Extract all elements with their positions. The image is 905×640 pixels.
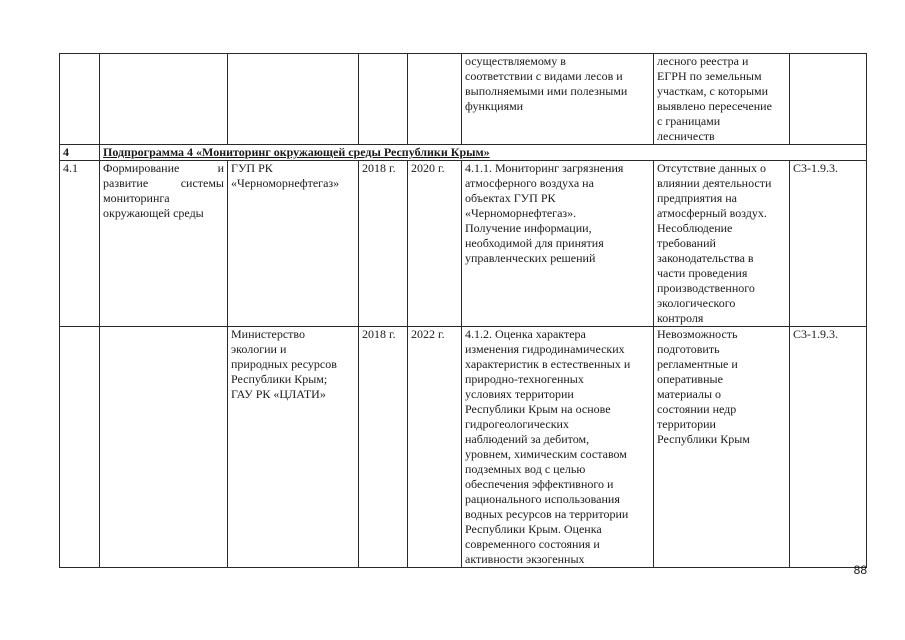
cell-executor: ГУП РК «Черноморнефтегаз» [228, 161, 359, 327]
table-row [60, 161, 867, 327]
cell-link [790, 54, 867, 145]
page-number: 88 [853, 563, 867, 577]
cell-risk: Невозможность подготовить регламентные и оперативные материалы о состоянии недр территории Республики Крым [654, 327, 790, 568]
cell-link: С3-1.9.3. [790, 327, 867, 568]
cell-number: 4.1 [60, 161, 100, 327]
cell-name [100, 327, 228, 568]
cell-end [408, 54, 462, 145]
cell-number [60, 327, 100, 568]
cell-start [359, 54, 408, 145]
cell-risk: Отсутствие данных о влиянии деятельности предприятия на атмосферный воздух. Несоблюдение требований законодательства в части проведения производственного экологического контроля [654, 161, 790, 327]
subprogram-number: 4 [60, 145, 100, 161]
cell-executor: Министерство экологии и природных ресурсов Республики Крым; ГАУ РК «ЦЛАТИ» [228, 327, 359, 568]
cell-description: 4.1.1. Мониторинг загрязнения атмосферного воздуха на объектах ГУП РК «Черноморнефтегаз». Получение информации, необходимой для принятия управленческих решений [462, 161, 654, 327]
cell-description: 4.1.2. Оценка характера изменения гидродинамических характеристик в естественных и природно-техногенных условиях территории Республики Крым на основе гидрогеологических наблюдений за дебитом, уровнем, химическим составом подземных вод с целью обеспечения эффективного и рационального использования водных ресурсов на территории Республики Крым. Оценка современного состояния и активности экзогенных [462, 327, 654, 568]
cell-name [100, 54, 228, 145]
table-row [60, 327, 867, 568]
program-table [59, 53, 867, 568]
cell-description: осуществляемому в соответствии с видами лесов и выполняемыми ими полезными функциями [462, 54, 654, 145]
cell-end: 2020 г. [408, 161, 462, 327]
cell-risk: лесного реестра и ЕГРН по земельным участкам, с которыми выявлено пересечение с границами лесничеств [654, 54, 790, 145]
cell-end: 2022 г. [408, 327, 462, 568]
cell-number [60, 54, 100, 145]
cell-start: 2018 г. [359, 161, 408, 327]
subprogram-title: Подпрограмма 4 «Мониторинг окружающей среды Республики Крым» [100, 145, 867, 161]
table-row [60, 54, 867, 145]
subprogram-row [60, 145, 867, 161]
cell-name: Формирование и развитие системы мониторинга окружающей среды [100, 161, 228, 327]
cell-start: 2018 г. [359, 327, 408, 568]
cell-link: С3-1.9.3. [790, 161, 867, 327]
cell-executor [228, 54, 359, 145]
